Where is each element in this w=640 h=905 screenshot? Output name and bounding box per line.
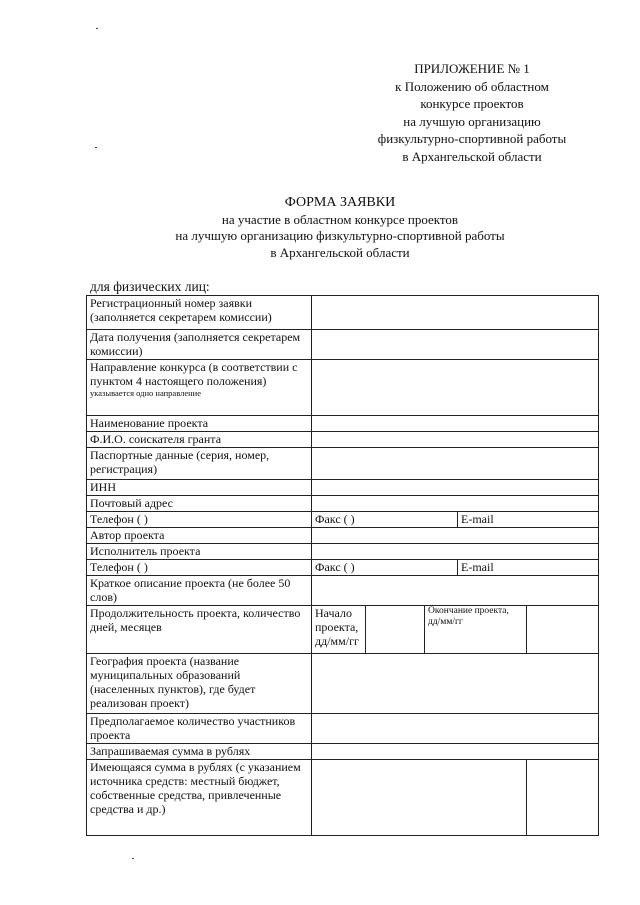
form-row <box>87 296 599 330</box>
form-row <box>87 560 599 576</box>
appendix-line: к Положению об областном <box>395 78 549 94</box>
form-row <box>87 512 599 528</box>
section-label: для физических лиц: <box>90 279 210 294</box>
field-label: Почтовый адрес <box>87 496 312 512</box>
field-label: Продолжительность проекта, количество дней, месяцев <box>87 606 312 654</box>
form-row <box>87 606 599 654</box>
field-label: Имеющаяся сумма в рублях (с указанием источника средств: местный бюджет, собственные средства, привлеченные средства и др.) <box>87 760 312 836</box>
field-label: Ф.И.О. соискателя гранта <box>87 432 312 448</box>
appendix-title: ПРИЛОЖЕНИЕ № 1 <box>414 61 530 76</box>
field-label: Краткое описание проекта (не более 50 слов) <box>87 576 312 606</box>
form-subtitle-line: на участие в областном конкурсе проектов <box>221 211 459 227</box>
scan-speck <box>96 28 98 29</box>
direction-note: указывается одно направление <box>90 388 201 398</box>
appendix-line: в Архангельской области <box>402 148 542 164</box>
form-subtitle-line: на лучшую организацию физкультурно-спортивной работы <box>175 228 505 243</box>
requested-sum-field[interactable] <box>312 744 599 760</box>
scan-speck <box>132 858 134 859</box>
field-label: Предполагаемое количество участников проекта <box>87 714 312 744</box>
form-row <box>87 448 599 480</box>
form-row <box>87 416 599 432</box>
form-row <box>87 714 599 744</box>
participants-field[interactable] <box>312 714 599 744</box>
end-label: Окончание проекта, дд/мм/гг <box>425 606 527 654</box>
description-field[interactable] <box>312 576 599 606</box>
project-author-field[interactable] <box>312 528 599 544</box>
project-name-field[interactable] <box>312 416 599 432</box>
form-row <box>87 576 599 606</box>
field-label <box>87 360 312 416</box>
form-row <box>87 528 599 544</box>
field-label: Телефон ( ) <box>87 560 312 576</box>
geography-field[interactable] <box>312 654 599 714</box>
available-sum-field[interactable] <box>312 760 527 836</box>
fax-field[interactable]: Факс ( ) <box>312 560 458 576</box>
field-label: Автор проекта <box>87 528 312 544</box>
available-sum-source-field[interactable] <box>527 760 599 836</box>
scan-speck <box>95 147 97 148</box>
form-row <box>87 744 599 760</box>
appendix-line: на лучшую организацию <box>403 113 541 129</box>
form-row <box>87 544 599 560</box>
appendix-line: конкурсе проектов <box>420 96 524 111</box>
applicant-name-field[interactable] <box>312 432 599 448</box>
field-label: Дата получения (заполняется секретарем комиссии) <box>87 330 312 360</box>
form-row <box>87 480 599 496</box>
form-row <box>87 360 599 416</box>
form-title: ФОРМА ЗАЯВКИ <box>284 195 396 210</box>
email-field[interactable]: E-mail <box>458 560 599 576</box>
postal-address-field[interactable] <box>312 496 599 512</box>
direction-field[interactable] <box>312 360 599 416</box>
appendix-header <box>352 60 592 165</box>
field-label: Наименование проекта <box>87 416 312 432</box>
field-label: География проекта (название муниципальных образований (населенных пунктов), где будет реализован проект) <box>87 654 312 714</box>
form-row <box>87 760 599 836</box>
field-label: Телефон ( ) <box>87 512 312 528</box>
project-executor-field[interactable] <box>312 544 599 560</box>
appendix-line: физкультурно-спортивной работы <box>377 131 567 146</box>
field-label: Исполнитель проекта <box>87 544 312 560</box>
fax-field[interactable]: Факс ( ) <box>312 512 458 528</box>
application-form-table <box>86 295 599 836</box>
inn-field[interactable] <box>312 480 599 496</box>
direction-label: Направление конкурса (в соответствии с пунктом 4 настоящего положения) <box>90 360 298 388</box>
email-field[interactable]: E-mail <box>458 512 599 528</box>
end-date-field[interactable] <box>527 606 599 654</box>
field-label: Паспортные данные (серия, номер, регистрация) <box>87 448 312 480</box>
start-label: Начало проекта, дд/мм/гг <box>312 606 366 654</box>
form-row <box>87 496 599 512</box>
field-label: Регистрационный номер заявки (заполняется секретарем комиссии) <box>87 296 312 330</box>
form-title-block <box>40 195 640 261</box>
field-label: Запрашиваемая сумма в рублях <box>87 744 312 760</box>
field-label: ИНН <box>87 480 312 496</box>
start-date-field[interactable] <box>366 606 425 654</box>
form-row <box>87 432 599 448</box>
date-received-field[interactable] <box>312 330 599 360</box>
form-subtitle-line: в Архангельской области <box>270 244 410 260</box>
reg-number-field[interactable] <box>312 296 599 330</box>
form-row <box>87 330 599 360</box>
passport-field[interactable] <box>312 448 599 480</box>
form-row <box>87 654 599 714</box>
